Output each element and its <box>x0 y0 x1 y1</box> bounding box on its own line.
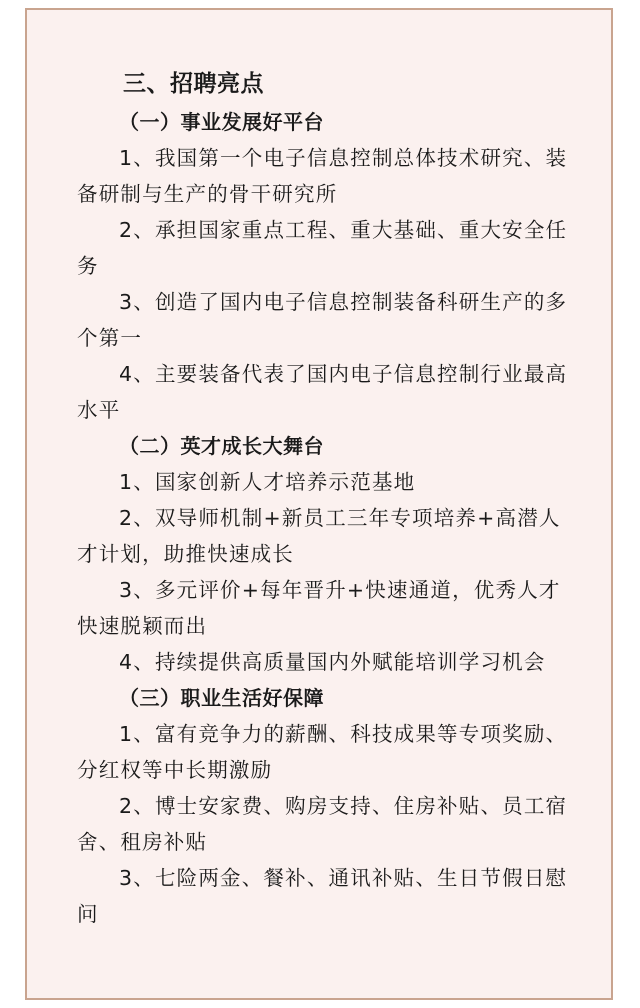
list-item: 3、创造了国内电子信息控制装备科研生产的多个第一 <box>77 290 568 350</box>
subsection-title: （三）职业生活好保障 <box>119 686 324 710</box>
list-item: 1、富有竞争力的薪酬、科技成果等专项奖励、分红权等中长期激励 <box>77 722 568 782</box>
list-item: 3、多元评价+每年晋升+快速通道，优秀人才快速脱颖而出 <box>77 578 561 638</box>
list-item: 2、承担国家重点工程、重大基础、重大安全任务 <box>77 218 568 278</box>
subsection-title: （二）英才成长大舞台 <box>119 434 324 458</box>
document-card <box>25 8 613 1000</box>
section-heading: 三、招聘亮点 <box>123 71 264 97</box>
subsection-title: （一）事业发展好平台 <box>119 110 324 134</box>
list-item: 2、双导师机制+新员工三年专项培养+高潜人才计划，助推快速成长 <box>77 506 561 566</box>
list-item: 4、主要装备代表了国内电子信息控制行业最高水平 <box>77 362 568 422</box>
list-item: 1、国家创新人才培养示范基地 <box>119 470 416 494</box>
list-item: 1、我国第一个电子信息控制总体技术研究、装备研制与生产的骨干研究所 <box>77 146 568 206</box>
list-item: 3、七险两金、餐补、通讯补贴、生日节假日慰问 <box>77 866 568 926</box>
list-item: 2、博士安家费、购房支持、住房补贴、员工宿舍、租房补贴 <box>77 794 568 854</box>
list-item: 4、持续提供高质量国内外赋能培训学习机会 <box>119 650 546 674</box>
document-content <box>77 66 577 932</box>
